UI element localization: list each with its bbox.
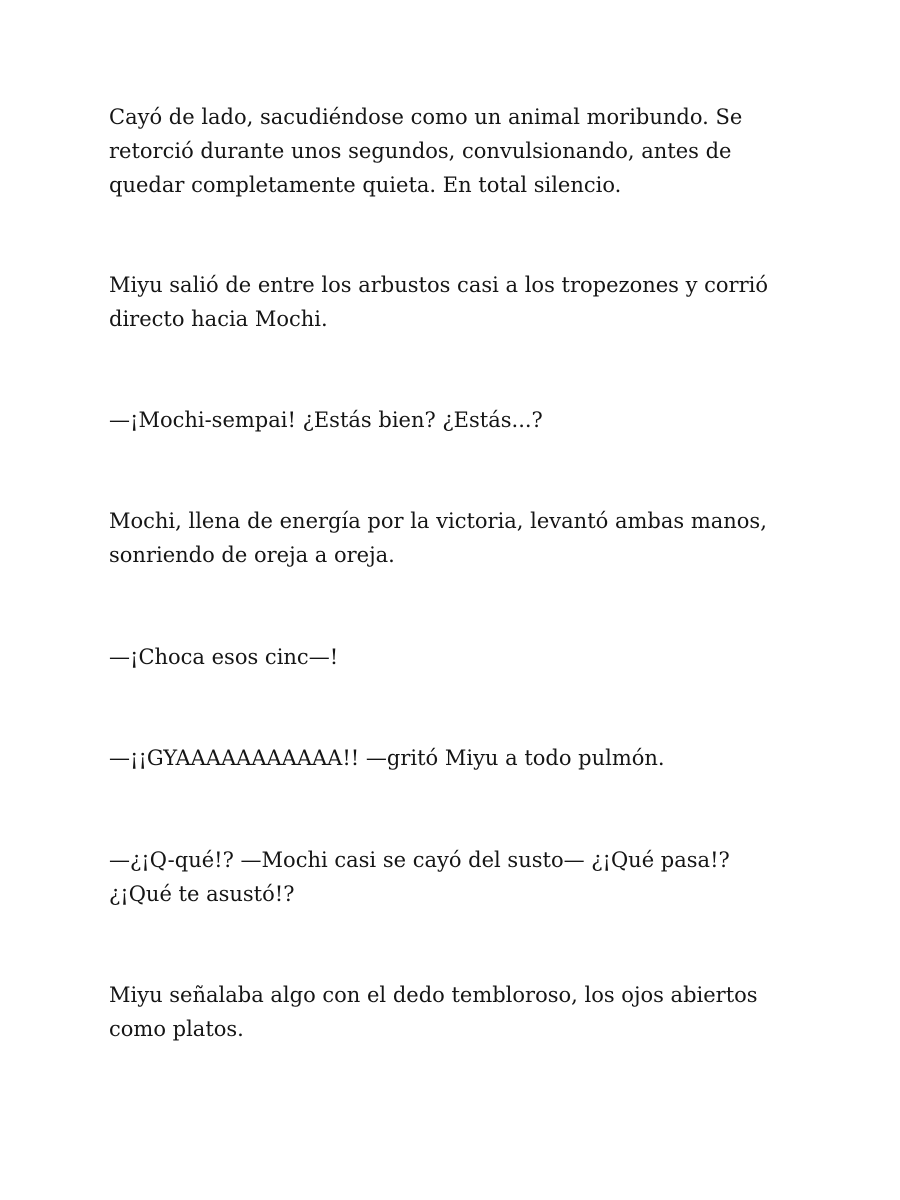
paragraph-6: —¡¡GYAAAAAAAAAAA!! —gritó Miyu a todo pulmón. — [109, 746, 665, 770]
paragraph-3: —¡Mochi-sempai! ¿Estás bien? ¿Estás...? — [109, 408, 543, 432]
paragraph-5: —¡Choca esos cinc—! — [109, 645, 339, 669]
paragraph-1: Cayó de lado, sacudiéndose como un animal moribundo. Se retorció durante unos segundos, convulsionando, antes de quedar completamente quieta. En total silencio. — [109, 105, 743, 197]
paragraph-8: Miyu señalaba algo con el dedo tembloroso, los ojos abiertos como platos. — [109, 983, 758, 1041]
paragraph-2: Miyu salió de entre los arbustos casi a los tropezones y corrió directo hacia Mochi. — [109, 273, 768, 331]
paragraph-4: Mochi, llena de energía por la victoria, levantó ambas manos, sonriendo de oreja a oreja. — [109, 509, 767, 567]
paragraph-7: —¿¡Q-qué!? —Mochi casi se cayó del susto— ¿¡Qué pasa!? ¿¡Qué te asustó!? — [109, 848, 730, 906]
